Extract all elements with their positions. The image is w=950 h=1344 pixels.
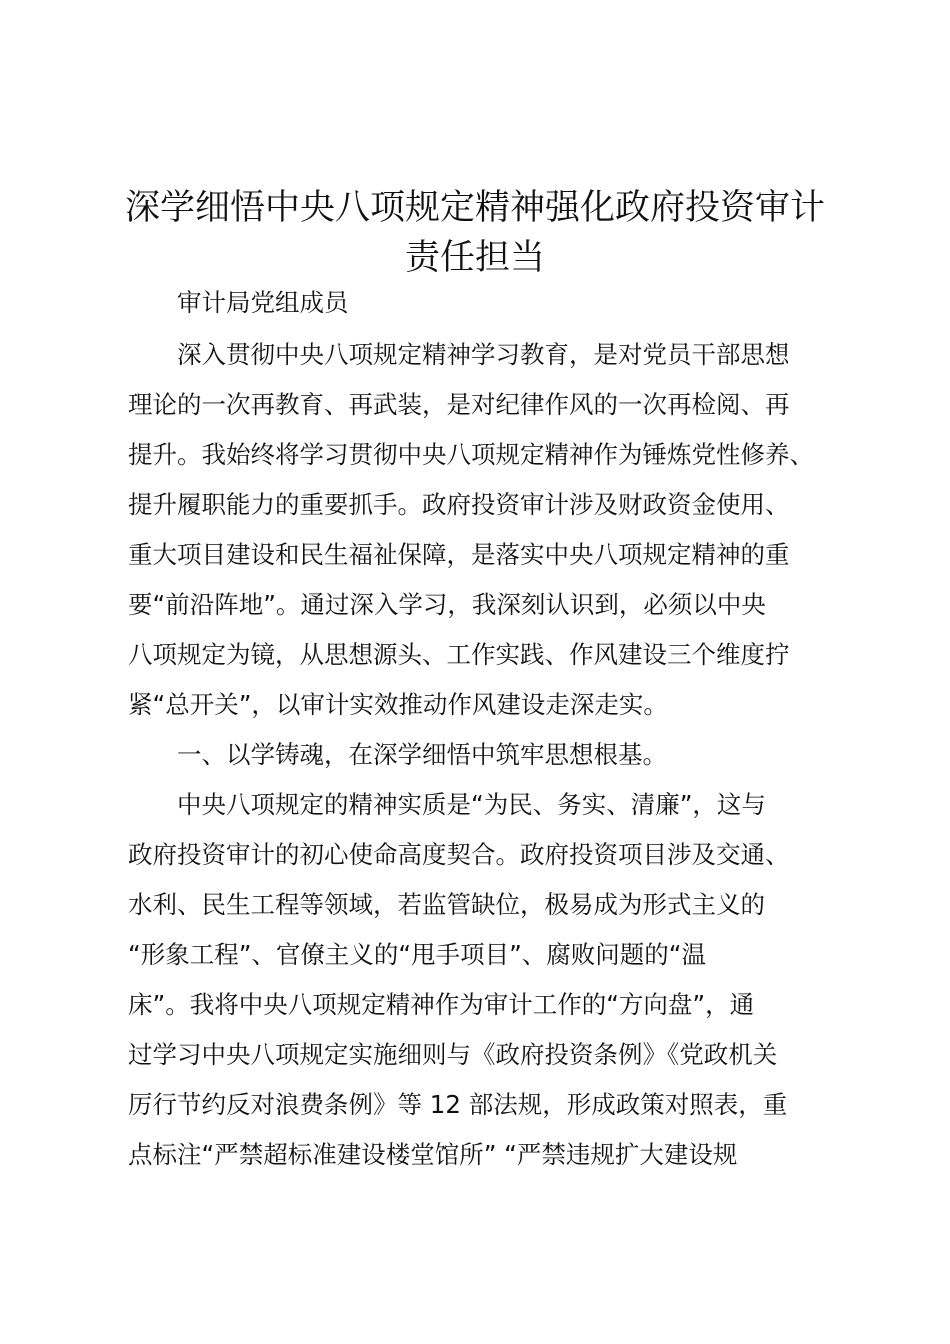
paragraph-line: 中央八项规定的精神实质是“为民、务实、清廉”，这与 xyxy=(177,790,766,819)
paragraph-line: 八项规定为镜，从思想源头、工作实践、作风建设三个维度拧 xyxy=(128,640,790,669)
paragraph-line: 提升履职能力的重要抓手。政府投资审计涉及财政资金使用、 xyxy=(128,490,790,519)
author-line: 审计局党组成员 xyxy=(177,288,349,317)
paragraph-line: 水利、民生工程等领域，若监管缺位，极易成为形式主义的 xyxy=(128,890,765,919)
paragraph-line: “形象工程”、官僚主义的“甩手项目”、腐败问题的“温 xyxy=(128,940,706,969)
paragraph-line: 过学习中央八项规定实施细则与《政府投资条例》《党政机关 xyxy=(128,1040,778,1069)
paragraph-line: 要“前沿阵地”。通过深入学习，我深刻认识到，必须以中央 xyxy=(128,590,766,619)
paragraph-line: 重大项目建设和民生福祉保障，是落实中央八项规定精神的重 xyxy=(128,540,790,569)
document-title-line-2: 责任担当 xyxy=(404,238,545,278)
section-heading: 一、以学铸魂，在深学细悟中筑牢思想根基。 xyxy=(177,740,667,769)
document-title-line-1: 深学细悟中央八项规定精神强化政府投资审计 xyxy=(124,188,825,228)
paragraph-line: 理论的一次再教育、再武装，是对纪律作风的一次再检阅、再 xyxy=(128,390,790,419)
paragraph-line: 深入贯彻中央八项规定精神学习教育，是对党员干部思想 xyxy=(177,340,790,369)
paragraph-line: 厉行节约反对浪费条例》等 12 部法规，形成政策对照表，重 xyxy=(128,1090,788,1119)
paragraph-line: 紧“总开关”，以审计实效推动作风建设走深走实。 xyxy=(128,690,668,719)
paragraph-line: 政府投资审计的初心使命高度契合。政府投资项目涉及交通、 xyxy=(128,840,790,869)
paragraph-line: 点标注“严禁超标准建设楼堂馆所” “严禁违规扩大建设规 xyxy=(128,1140,738,1169)
paragraph-line: 床”。我将中央八项规定精神作为审计工作的“方向盘”，通 xyxy=(128,990,755,1019)
paragraph-line: 提升。我始终将学习贯彻中央八项规定精神作为锤炼党性修养、 xyxy=(128,440,814,469)
